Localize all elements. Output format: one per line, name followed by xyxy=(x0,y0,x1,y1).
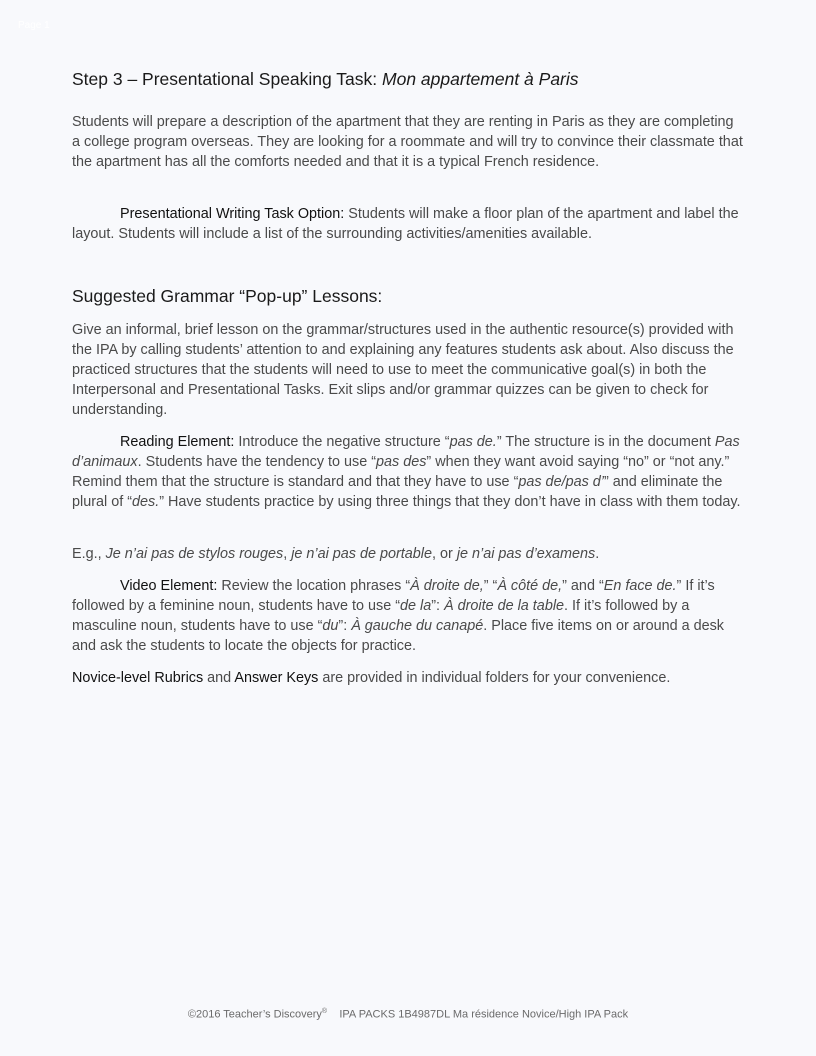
reading-element-paragraph xyxy=(72,432,744,512)
video-text-2: ” “ xyxy=(483,578,498,594)
video-text-1: Review the location phrases “ xyxy=(217,578,411,594)
example-text-4: . xyxy=(595,546,600,562)
example-italic-3: je n’ai pas d’examens xyxy=(456,546,596,562)
example-text-2: , xyxy=(283,546,292,562)
video-element-label: Video Element: xyxy=(120,578,218,594)
rubrics-label: Novice-level Rubrics xyxy=(72,670,204,686)
example-italic-2: je n’ai pas de portable xyxy=(291,546,433,562)
footer-pack-info: IPA PACKS 1B4987DL Ma résidence Novice/High IPA Pack xyxy=(339,1008,629,1021)
step3-description: Students will prepare a description of the apartment that they are renting in Paris as they are completing a college program overseas. They are looking for a roommate and will try to convince their classmate that the apartment has all the comforts needed and that it is a typical French residence. xyxy=(72,114,743,170)
grammar-intro: Give an informal, brief lesson on the grammar/structures used in the authentic resource(s) provided with the IPA by calling students’ attention to and explaining any features students ask about. Also discuss the practiced structures that the students will need to use to meet the communicative goal(s) in both the Interpersonal and Presentational Tasks. Exit slips and/or grammar quizzes can be given to check for understanding. xyxy=(72,322,734,418)
reading-text-2: ” The structure is in the document xyxy=(496,434,715,450)
reading-italic-5: des. xyxy=(132,494,160,510)
example-italic-1: Je n’ai pas de stylos rouges xyxy=(105,546,284,562)
video-text-3: ” and “ xyxy=(562,578,604,594)
video-italic-2: À côté de, xyxy=(497,578,563,594)
video-text-4: ” If it’s followed by a feminine noun, students have to use “ xyxy=(72,578,715,614)
reading-text-5: ” and eliminate the plural of “ xyxy=(72,474,723,510)
video-italic-5: À droite de la table xyxy=(444,598,565,614)
video-italic-1: À droite de, xyxy=(410,578,484,594)
writing-option-text: Students will make a floor plan of the apartment and label the layout. Students will include a list of the surrounding activities/amenities available. xyxy=(72,206,739,242)
video-italic-7: À gauche du canapé xyxy=(351,618,484,634)
page-footer xyxy=(0,1008,816,1021)
reading-element-label: Reading Element: xyxy=(120,434,235,450)
grammar-heading: Suggested Grammar “Pop-up” Lessons: xyxy=(72,286,383,306)
example-text-1: E.g., xyxy=(72,546,106,562)
video-italic-6: du xyxy=(322,618,339,634)
rubrics-text-1: and xyxy=(203,670,235,686)
reading-italic-3: pas des xyxy=(376,454,427,470)
reading-italic-1: pas de. xyxy=(449,434,497,450)
example-paragraph xyxy=(72,544,744,564)
reading-text-4: ” when they want avoid saying “no” or “not any.” Remind them that the structure is standard and that they have to use “ xyxy=(72,454,730,490)
writing-option-paragraph xyxy=(72,204,744,244)
writing-option-label: Presentational Writing Task Option: xyxy=(120,206,345,222)
video-text-7: ”: xyxy=(338,618,352,634)
step3-heading-title: Mon appartement à Paris xyxy=(382,69,579,89)
video-italic-4: de la xyxy=(400,598,432,614)
reading-text-3: . Students have the tendency to use “ xyxy=(137,454,377,470)
reading-italic-4: pas de/pas d’ xyxy=(518,474,604,490)
footer-copyright: ©2016 Teacher’s Discovery xyxy=(187,1008,322,1021)
video-text-8: . Place five items on or around a desk and ask the students to locate the objects for practice. xyxy=(72,618,725,654)
step3-heading xyxy=(72,69,579,90)
step3-heading-prefix: Step 3 – Presentational Speaking Task: xyxy=(72,69,383,89)
video-element-paragraph xyxy=(72,576,744,656)
rubrics-text-2: are provided in individual folders for your convenience. xyxy=(318,670,671,686)
footer-registered-mark: ® xyxy=(321,1008,328,1015)
example-text-3: , or xyxy=(432,546,457,562)
video-italic-3: En face de. xyxy=(603,578,677,594)
reading-italic-2: Pas d’animaux xyxy=(72,434,740,470)
page-corner-mark: Page 1 xyxy=(18,20,50,31)
video-text-6: . If it’s followed by a masculine noun, students have to use “ xyxy=(72,598,690,634)
rubrics-paragraph xyxy=(72,668,744,688)
video-text-5: ”: xyxy=(431,598,445,614)
reading-text-1: Introduce the negative structure “ xyxy=(234,434,450,450)
reading-text-6: ” Have students practice by using three things that they don’t have in class with them today. xyxy=(159,494,741,510)
answer-keys-label: Answer Keys xyxy=(234,670,319,686)
